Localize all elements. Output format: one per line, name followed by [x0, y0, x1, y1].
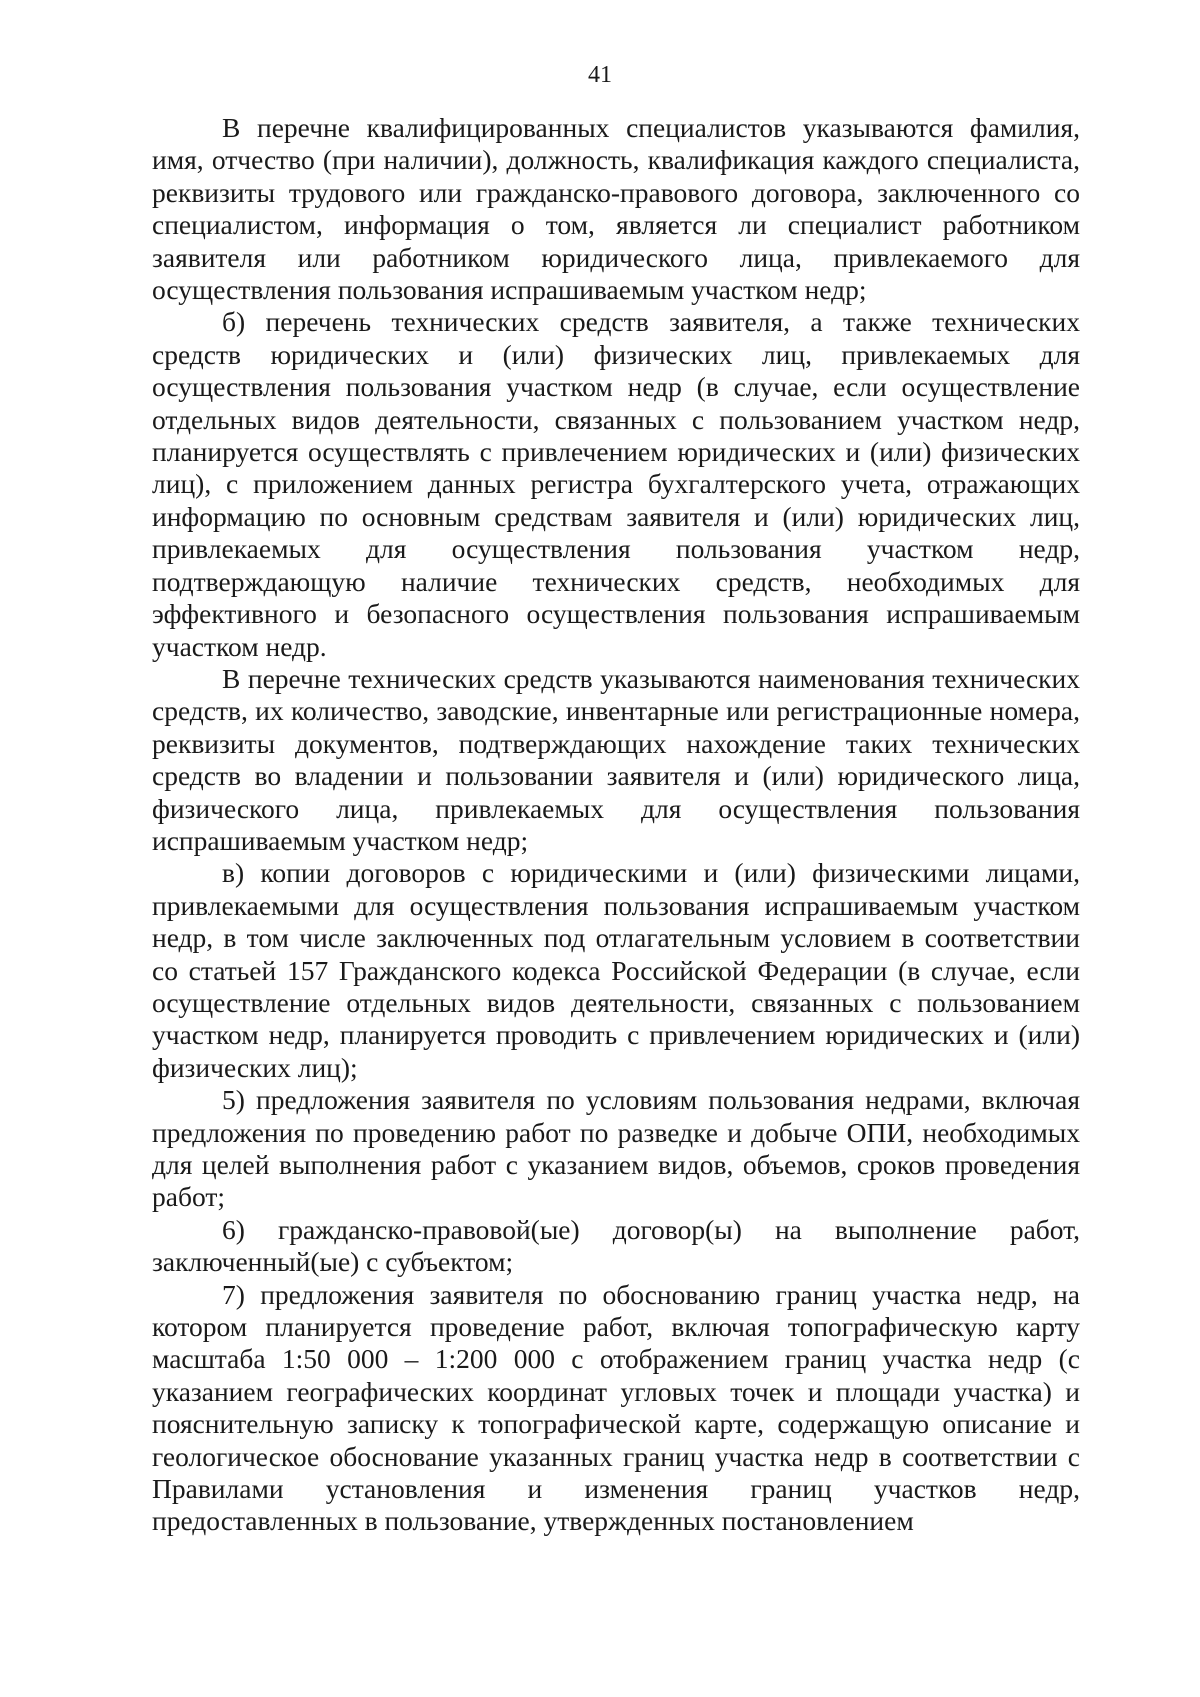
document-body: [152, 112, 1080, 1538]
paragraph-v-contracts: в) копии договоров с юридическими и (или) физическими лицами, привлекаемыми для осуществления пользования испрашиваемым участком недр, в том числе заключенных под отлагательным условием в соответствии со статьей 157 Гражданского кодекса Российской Федерации (в случае, если осуществление отдельных видов деятельности, связанных с пользованием участком недр, планируется проводить с привлечением юридических и (или) физических лиц);: [152, 857, 1080, 1083]
paragraph-6-civil-contracts: 6) гражданско-правовой(ые) договор(ы) на выполнение работ, заключенный(ые) с субъектом;: [152, 1213, 1080, 1278]
page-number: 41: [588, 62, 612, 88]
paragraph-specialists-list: В перечне квалифицированных специалистов указываются фамилия, имя, отчество (при наличии), должность, квалификация каждого специалиста, реквизиты трудового или гражданско-правового договора, заключенного со специалистом, информация о том, является ли специалист работником заявителя или работником юридического лица, привлекаемого для осуществления пользования испрашиваемым участком недр;: [152, 112, 1080, 306]
paragraph-7-boundaries: 7) предложения заявителя по обоснованию границ участка недр, на котором планируется проведение работ, включая топографическую карту масштаба 1:50 000 – 1:200 000 с отображением границ участка недр (с указанием географических координат угловых точек и площади участка) и пояснительную записку к топографической карте, содержащую описание и геологическое обоснование указанных границ участка недр в соответствии с Правилами установления и изменения границ участков недр, предоставленных в пользование, утвержденных постановлением: [152, 1278, 1080, 1537]
paragraph-b-technical-means: б) перечень технических средств заявителя, а также технических средств юридических и (или) физических лиц, привлекаемых для осуществления пользования участком недр (в случае, если осуществление отдельных видов деятельности, связанных с пользованием участком недр, планируется осуществлять с привлечением юридических и (или) физических лиц), с приложением данных регистра бухгалтерского учета, отражающих информацию по основным средствам заявителя и (или) юридических лиц, привлекаемых для осуществления пользования участком недр, подтверждающую наличие технических средств, необходимых для эффективного и безопасного осуществления пользования испрашиваемым участком недр.: [152, 306, 1080, 662]
paragraph-5-proposals: 5) предложения заявителя по условиям пользования недрами, включая предложения по проведению работ по разведке и добыче ОПИ, необходимых для целей выполнения работ с указанием видов, объемов, сроков проведения работ;: [152, 1084, 1080, 1213]
paragraph-technical-means-list: В перечне технических средств указываются наименования технических средств, их количество, заводские, инвентарные или регистрационные номера, реквизиты документов, подтверждающих нахождение таких технических средств во владении и пользовании заявителя и (или) юридического лица, физического лица, привлекаемых для осуществления пользования испрашиваемым участком недр;: [152, 662, 1080, 856]
